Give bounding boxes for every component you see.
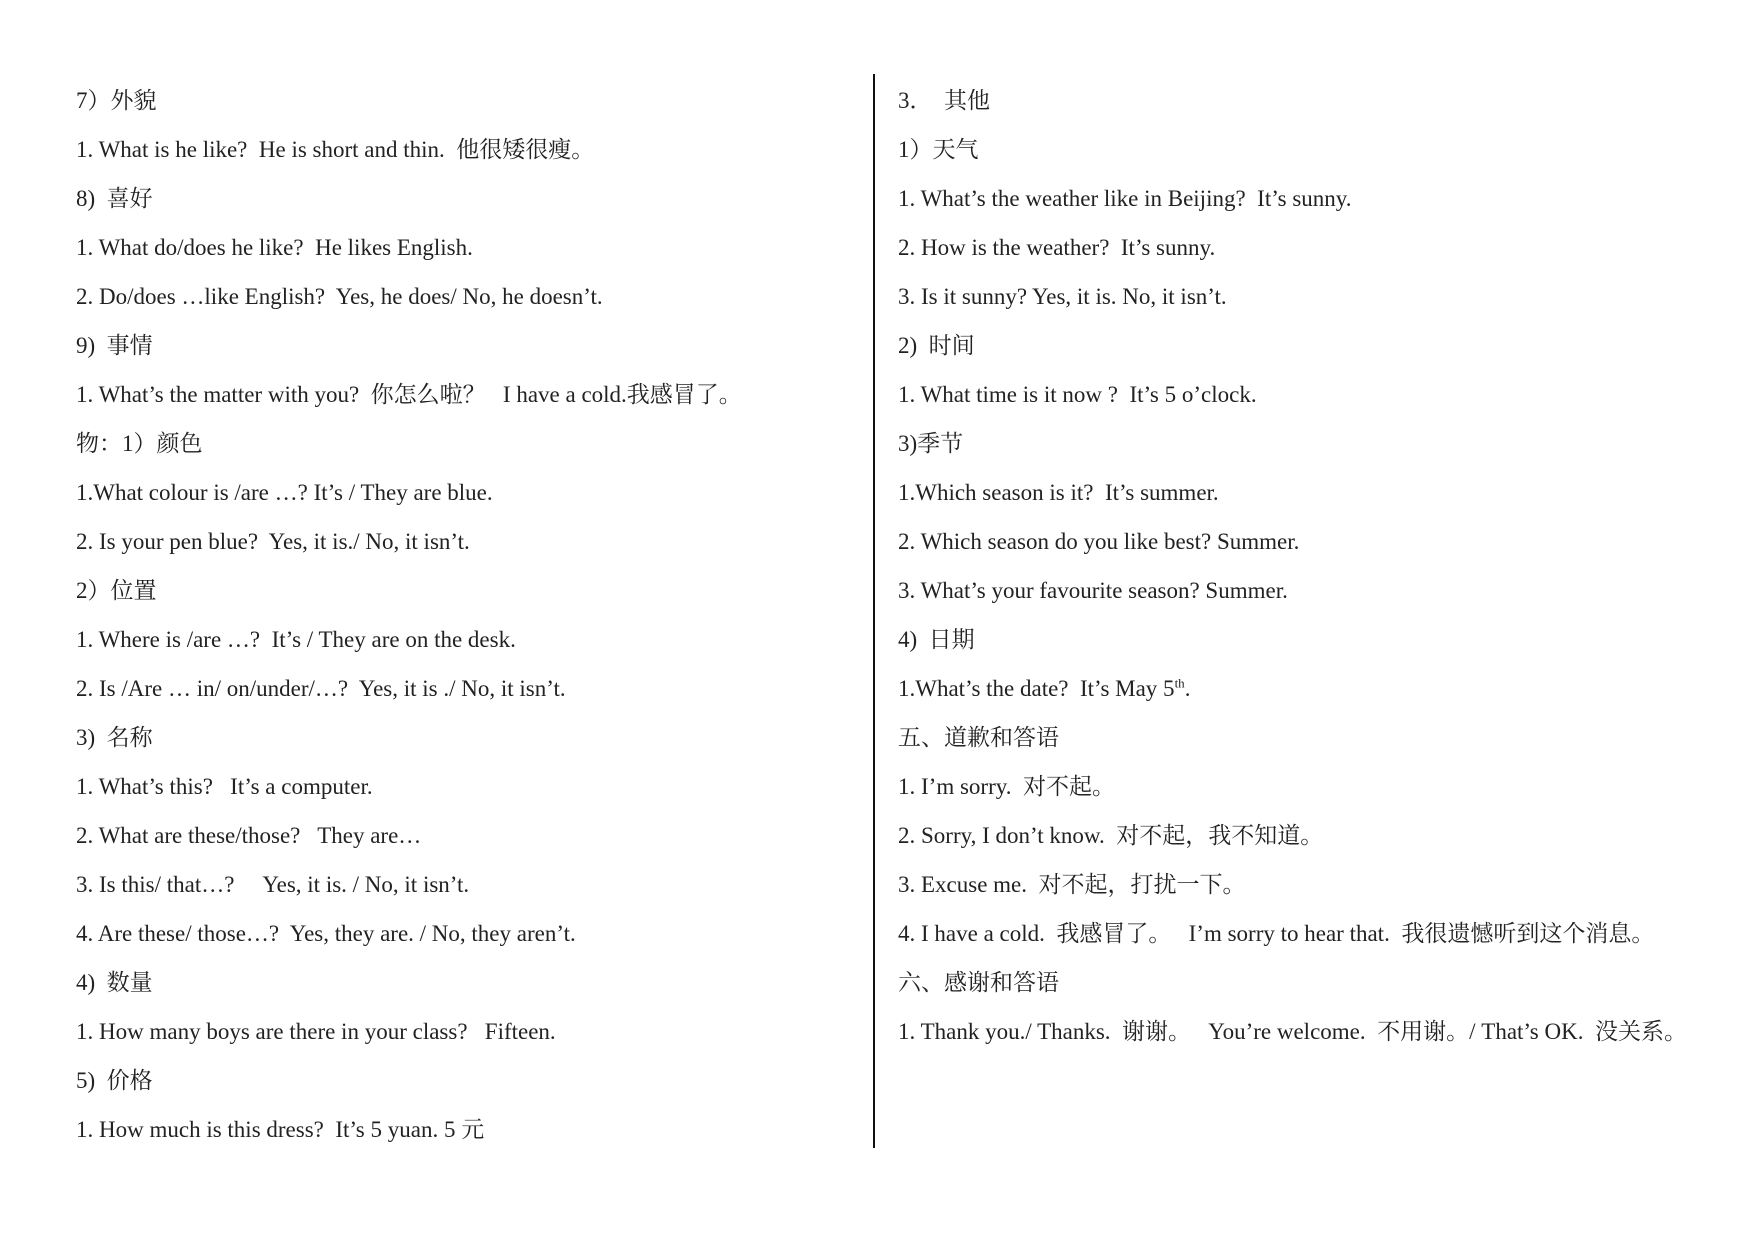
text-line: 2. What are these/those? They are… bbox=[76, 823, 422, 848]
section-heading: 2) 时间 bbox=[898, 333, 975, 358]
section-heading: 5) 价格 bbox=[76, 1068, 153, 1093]
text-line: 2. Which season do you like best? Summer. bbox=[898, 529, 1300, 554]
section-heading-thanks: 六、感谢和答语 bbox=[898, 970, 1059, 995]
date-line bbox=[898, 664, 1698, 713]
column-divider bbox=[873, 74, 875, 1148]
section-heading-apology: 五、道歉和答语 bbox=[898, 725, 1059, 750]
text-line: 3. Is this/ that…? Yes, it is. / No, it isn’t. bbox=[76, 872, 470, 897]
text-line: 2. Sorry, I don’t know. 对不起，我不知道。 bbox=[898, 823, 1324, 848]
date-ordinal-suffix: th bbox=[1174, 675, 1185, 691]
section-heading: 3) 名称 bbox=[76, 725, 153, 750]
text-line: 1. Where is /are …? It’s / They are on the desk. bbox=[76, 627, 516, 652]
text-line: 1. What is he like? He is short and thin. 他很矮很瘦。 bbox=[76, 137, 595, 162]
text-line: 2. Is your pen blue? Yes, it is./ No, it isn’t. bbox=[76, 529, 470, 554]
text-line: 1. How much is this dress? It’s 5 yuan. 5 元 bbox=[76, 1117, 485, 1142]
text-line: 1. What’s the matter with you? 你怎么啦？ I have a cold.我感冒了。 bbox=[76, 382, 742, 407]
left-column bbox=[76, 76, 866, 1154]
text-line-wrapped: 4. I have a cold. 我感冒了。 I’m sorry to hear that. 我很遗憾听到这个消息。 bbox=[898, 921, 1655, 946]
date-text: 1.What’s the date? It’s May 5 bbox=[898, 676, 1175, 701]
text-line: 3. Excuse me. 对不起，打扰一下。 bbox=[898, 872, 1246, 897]
section-heading: 9) 事情 bbox=[76, 333, 153, 358]
text-line: 1.What colour is /are …? It’s / They are blue. bbox=[76, 480, 493, 505]
section-heading: 1）天气 bbox=[898, 137, 979, 162]
text-line: 1. I’m sorry. 对不起。 bbox=[898, 774, 1115, 799]
section-heading: 4) 数量 bbox=[76, 970, 153, 995]
section-heading: 8) 喜好 bbox=[76, 186, 153, 211]
date-period: . bbox=[1184, 676, 1191, 701]
text-line-wrapped: 1. Thank you./ Thanks. 谢谢。 You’re welcome. 不用谢。/ That’s OK. 没关系。 bbox=[898, 1019, 1687, 1044]
section-heading: 物：1）颜色 bbox=[76, 431, 203, 456]
text-line: 2. Is /Are … in/ on/under/…? Yes, it is ./ No, it isn’t. bbox=[76, 676, 566, 701]
text-line: 1. What’s the weather like in Beijing? It’s sunny. bbox=[898, 186, 1352, 211]
section-heading: 3)季节 bbox=[898, 431, 964, 456]
section-heading: 3． 其他 bbox=[898, 88, 990, 113]
text-line: 3. Is it sunny? Yes, it is. No, it isn’t. bbox=[898, 284, 1227, 309]
right-column bbox=[898, 76, 1698, 1056]
text-line: 4. Are these/ those…? Yes, they are. / No, they aren’t. bbox=[76, 921, 576, 946]
section-heading: 4) 日期 bbox=[898, 627, 975, 652]
text-line: 1. What time is it now ? It’s 5 o’clock. bbox=[898, 382, 1257, 407]
text-line: 1.Which season is it? It’s summer. bbox=[898, 480, 1219, 505]
text-line: 1. What do/does he like? He likes English. bbox=[76, 235, 473, 260]
text-line: 1. What’s this? It’s a computer. bbox=[76, 774, 373, 799]
text-line: 3. What’s your favourite season? Summer. bbox=[898, 578, 1288, 603]
text-line: 2. How is the weather? It’s sunny. bbox=[898, 235, 1216, 260]
section-heading: 7）外貌 bbox=[76, 88, 157, 113]
section-heading: 2）位置 bbox=[76, 578, 157, 603]
text-line: 1. How many boys are there in your class? Fifteen. bbox=[76, 1019, 556, 1044]
text-line: 2. Do/does …like English? Yes, he does/ No, he doesn’t. bbox=[76, 284, 603, 309]
